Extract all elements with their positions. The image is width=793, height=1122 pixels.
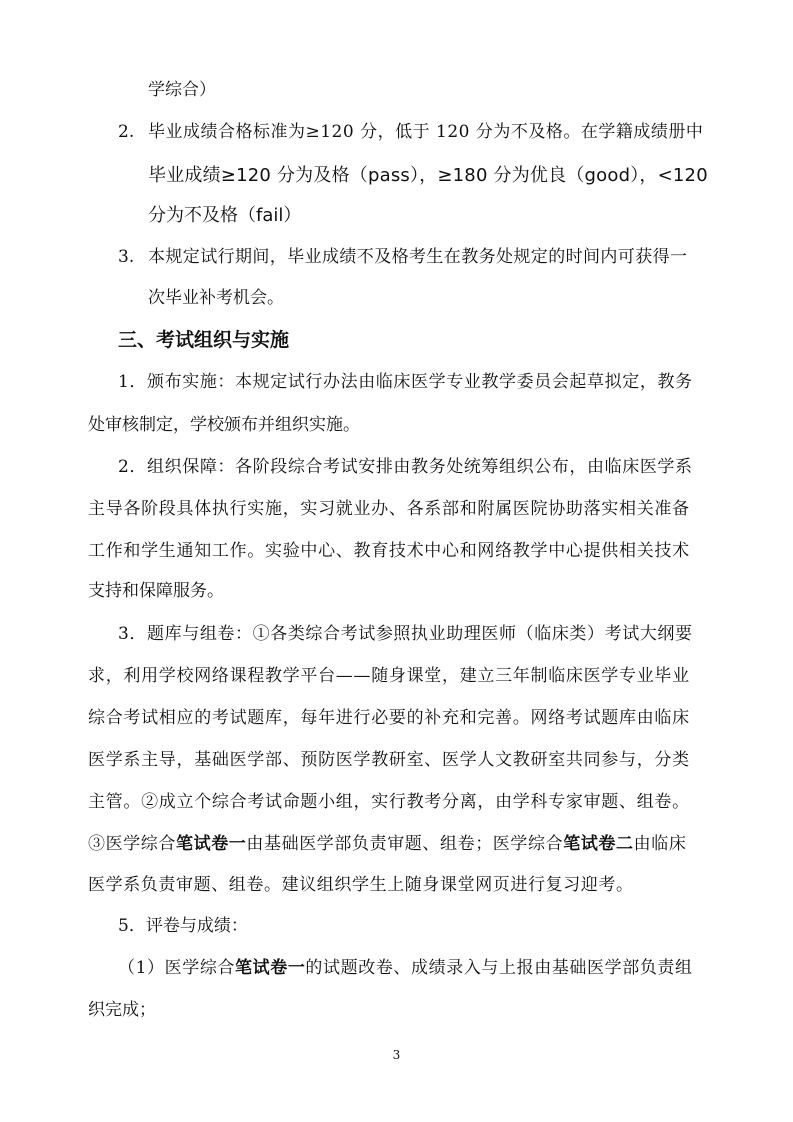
- text-segment: 的试题改卷、成绩录入与上报由基础医学部负责组: [305, 958, 693, 978]
- bold-term: 笔试卷一: [235, 958, 306, 978]
- text-line: 支持和保障服务。: [88, 581, 224, 601]
- text-line-rich: [88, 832, 793, 856]
- text-line: 织完成；: [88, 1000, 156, 1020]
- text-line: 毕业成绩合格标准为≥120 分，低于 120 分为不及格。在学籍成绩册中: [148, 122, 704, 142]
- list-number: 3.: [118, 247, 135, 267]
- text-line: 主导各阶段具体执行实施，实习就业办、各系部和附属医院协助落实相关准备: [88, 499, 690, 519]
- text-line: 主管。②成立个综合考试命题小组，实行教考分离，由学科专家审题、组卷。: [88, 792, 690, 812]
- text-line: 学综合）: [148, 80, 216, 100]
- page-number: 3: [392, 1048, 401, 1062]
- text-line: 2．组织保障：各阶段综合考试安排由教务处统筹组织公布，由临床医学系: [118, 457, 693, 477]
- text-line: 5．评卷与成绩：: [118, 916, 248, 936]
- bold-term: 笔试卷一: [176, 834, 247, 854]
- text-line: 毕业成绩≥120 分为及格（pass），≥180 分为优良（good），<120: [148, 165, 708, 186]
- text-line: 1．颁布实施：本规定试行办法由临床医学专业教学委员会起草拟定，教务: [118, 372, 693, 392]
- text-segment: 由临床: [633, 834, 687, 854]
- text-line: 本规定试行期间，毕业成绩不及格考生在教务处规定的时间内可获得一: [148, 247, 688, 267]
- text-line: 医学系主导，基础医学部、预防医学教研室、医学人文教研室共同参与，分类: [88, 750, 690, 770]
- text-line: 次毕业补考机会。: [148, 288, 284, 308]
- text-line: 3．题库与组卷：①各类综合考试参照执业助理医师（临床类）考试大纲要: [118, 624, 693, 644]
- text-line: 工作和学生通知工作。实验中心、教育技术中心和网络教学中心提供相关技术: [88, 541, 690, 561]
- bold-term: 笔试卷二: [563, 834, 634, 854]
- text-line: 求，利用学校网络课程教学平台——随身课堂，建立三年制临床医学专业毕业: [88, 666, 690, 686]
- list-number: 2.: [118, 122, 135, 142]
- text-segment: 由基础医学部负责审题、组卷；医学综合: [246, 834, 564, 854]
- text-line: 医学系负责审题、组卷。建议组织学生上随身课堂网页进行复习迎考。: [88, 875, 634, 895]
- text-line-rich: [118, 956, 793, 980]
- text-segment: （1）医学综合: [118, 958, 236, 978]
- text-line: 分为不及格（fail）: [148, 205, 302, 226]
- text-line: 综合考试相应的考试题库，每年进行必要的补充和完善。网络考试题库由临床: [88, 708, 690, 728]
- text-line: 处审核制定，学校颁布并组织实施。: [88, 415, 360, 435]
- section-heading: 三、考试组织与实施: [118, 329, 290, 351]
- text-segment: ③医学综合: [88, 834, 176, 854]
